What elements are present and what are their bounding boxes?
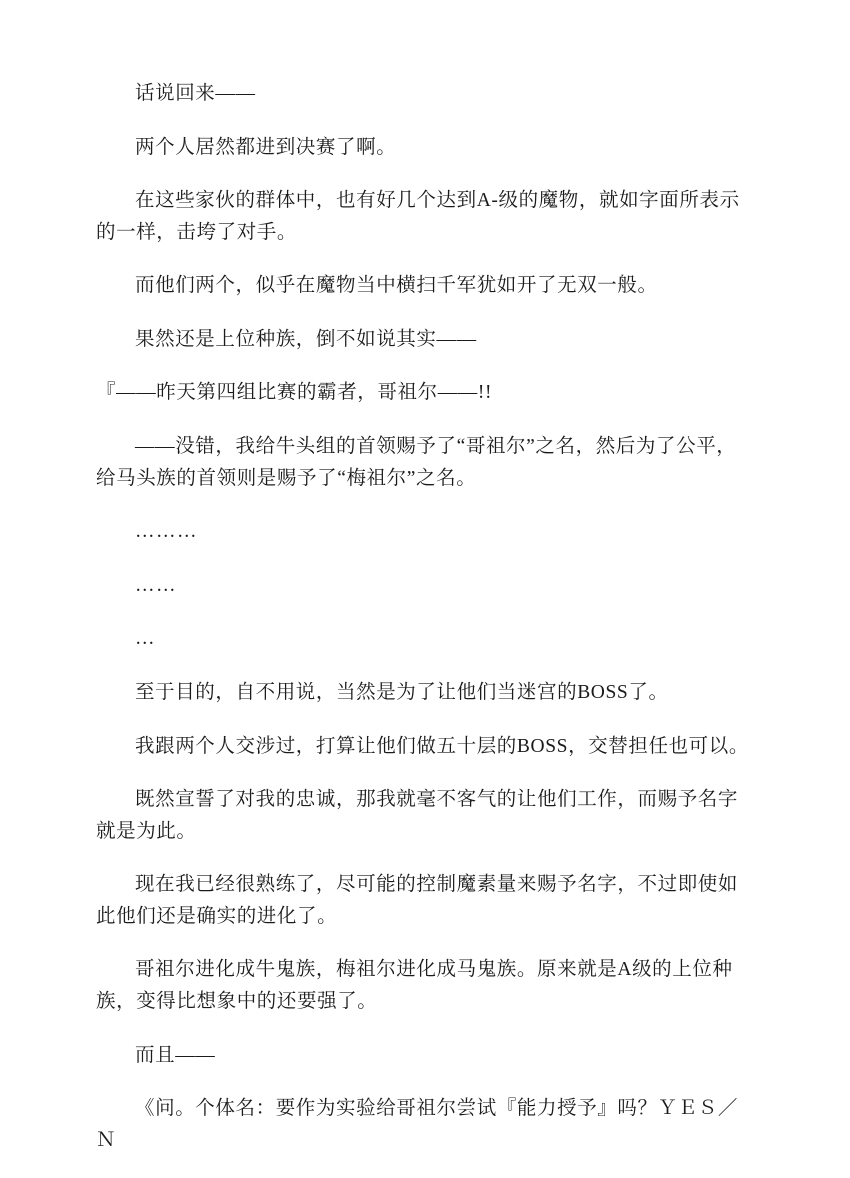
paragraph: 现在我已经很熟练了，尽可能的控制魔素量来赐予名字，不过即使如此他们还是确实的进化了。 xyxy=(96,874,739,927)
paragraph: 在这些家伙的群体中，也有好几个达到A-级的魔物，就如字面所表示的一样，击垮了对手。 xyxy=(96,190,740,243)
paragraph: 我跟两个人交涉过，打算让他们做五十层的BOSS，交替担任也可以。 xyxy=(135,735,749,757)
paragraph-system-message: 《问。个体名：要作为实验给哥祖尔尝试『能力授予』吗？ＹＥＳ／Ｎ xyxy=(96,1098,739,1151)
paragraph: 而且—— xyxy=(135,1044,216,1066)
paragraph-ellipsis: …… xyxy=(135,574,177,596)
paragraph: 而他们两个，似乎在魔物当中横扫千军犹如开了无双一般。 xyxy=(135,275,658,297)
paragraph: 果然还是上位种族，倒不如说其实—— xyxy=(135,328,477,350)
paragraph: 话说回来—— xyxy=(135,83,256,104)
paragraph: ——没错，我给牛头组的首领赐予了“哥祖尔”之名，然后为了公平，给马头族的首领则是赐予了“梅祖尔”之名。 xyxy=(96,436,737,489)
paragraph: 哥祖尔进化成牛鬼族，梅祖尔进化成马鬼族。原来就是A级的上位种族，变得比想象中的还要强了。 xyxy=(96,959,733,1012)
document-text-column xyxy=(96,78,756,1178)
paragraph-dialogue: 『——昨天第四组比赛的霸者，哥祖尔——!! xyxy=(96,382,493,404)
paragraph: 至于目的，自不用说，当然是为了让他们当迷宫的BOSS了。 xyxy=(135,681,669,703)
paragraph: 既然宣誓了对我的忠诚，那我就毫不客气的让他们工作，而赐予名字就是为此。 xyxy=(96,789,739,842)
paragraph-ellipsis: … xyxy=(135,628,156,650)
paragraph: 两个人居然都进到决赛了啊。 xyxy=(135,136,397,158)
paragraph-ellipsis: ……… xyxy=(135,521,198,543)
